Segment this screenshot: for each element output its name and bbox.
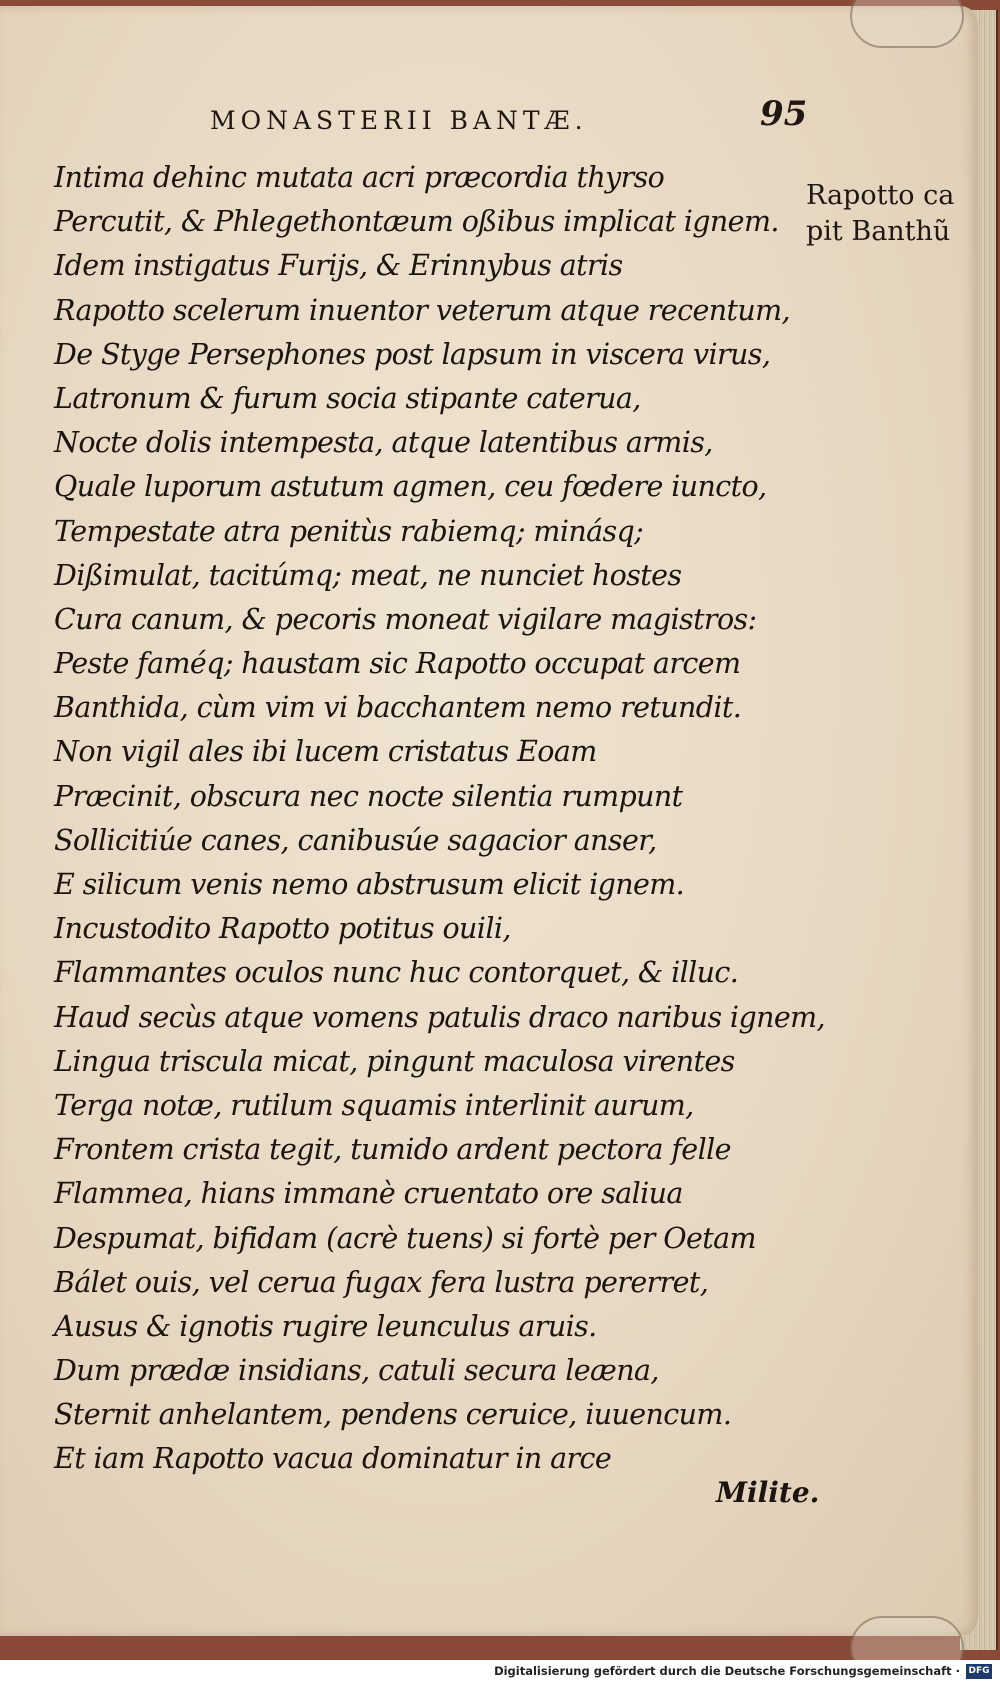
verse-line: Terga notæ, rutilum squamis interlinit aurum,: [54, 1088, 694, 1122]
verse-line: Quale luporum astutum agmen, ceu fœdere iuncto,: [54, 470, 767, 504]
marginal-note-line: Rapotto ca: [806, 180, 955, 211]
verse-line: Flammantes oculos nunc huc contorquet, & illuc.: [54, 956, 739, 990]
verse-line: Flammea, hians immanè cruentato ore saliua: [54, 1177, 683, 1211]
verse-line: Banthida, cùm vim vi bacchantem nemo retundit.: [54, 691, 742, 725]
marginal-note-line: pit Banthũ: [806, 216, 951, 247]
verse-line: Percutit, & Phlegethontæum oßibus implicat ignem.: [54, 205, 779, 239]
verse-line: E silicum venis nemo abstrusum elicit ignem.: [54, 868, 685, 901]
verse-line: Cura canum, & pecoris moneat vigilare magistros:: [54, 602, 757, 636]
verse-line: Nocte dolis intempesta, atque latentibus armis,: [54, 426, 713, 460]
verse-line: Frontem crista tegit, tumido ardent pectora felle: [54, 1133, 731, 1167]
verse-line: Sternit anhelantem, pendens ceruice, iuuencum.: [54, 1398, 732, 1432]
verse-line: Latronum & furum socia stipante caterua,: [54, 381, 641, 415]
verse-line: Tempestate atra penitùs rabiemq; minásq;: [54, 514, 644, 548]
verse-line: Ausus & ignotis rugire leunculus aruis.: [54, 1309, 597, 1343]
verse-line: Haud secùs atque vomens patulis draco naribus ignem,: [54, 1000, 825, 1034]
dfg-logo-icon: DFG: [966, 1664, 992, 1679]
verse-line: Præcinit, obscura nec nocte silentia rumpunt: [54, 779, 683, 813]
verse-text: [54, 156, 825, 1482]
book-page: [0, 6, 978, 1636]
verse-line: Despumat, bifidam (acrè tuens) si fortè per Oetam: [54, 1221, 756, 1255]
verse-line: Rapotto scelerum inuentor veterum atque recentum,: [54, 293, 790, 327]
verse-line: Bálet ouis, vel cerua fugax fera lustra pererret,: [54, 1265, 709, 1299]
verse-line: Dißimulat, tacitúmq; meat, ne nunciet hostes: [54, 558, 682, 592]
verse-line: Peste faméq; haustam sic Rapotto occupat arcem: [54, 647, 741, 681]
verse-line: Dum prædæ insidians, catuli secura leæna,: [54, 1354, 659, 1388]
verse-line: Incustodito Rapotto potitus ouili,: [54, 912, 511, 946]
verse-line: Non vigil ales ibi lucem cristatus Eoam: [54, 735, 597, 769]
verse-line: De Styge Persephones post lapsum in viscera virus,: [54, 337, 771, 371]
clip-shadow-top: [850, 0, 964, 48]
marginal-note: [806, 178, 966, 250]
verse-line: Intima dehinc mutata acri præcordia thyrso: [54, 161, 665, 194]
running-head: MONASTERII BANTÆ.: [210, 106, 588, 135]
verse-line: Lingua triscula micat, pingunt maculosa virentes: [54, 1044, 735, 1078]
catchword: Milite.: [716, 1476, 820, 1509]
verse-line: Idem instigatus Furijs, & Erinnybus atris: [54, 249, 623, 283]
footer-bar: [0, 1660, 1000, 1685]
verse-line: Sollicitiúe canes, canibusúe sagacior anser,: [54, 823, 657, 857]
page-number: 95: [760, 94, 808, 134]
funding-credit: Digitalisierung gefördert durch die Deutsche Forschungsgemeinschaft ·: [494, 1664, 960, 1678]
verse-line: Et iam Rapotto vacua dominatur in arce: [54, 1442, 612, 1476]
